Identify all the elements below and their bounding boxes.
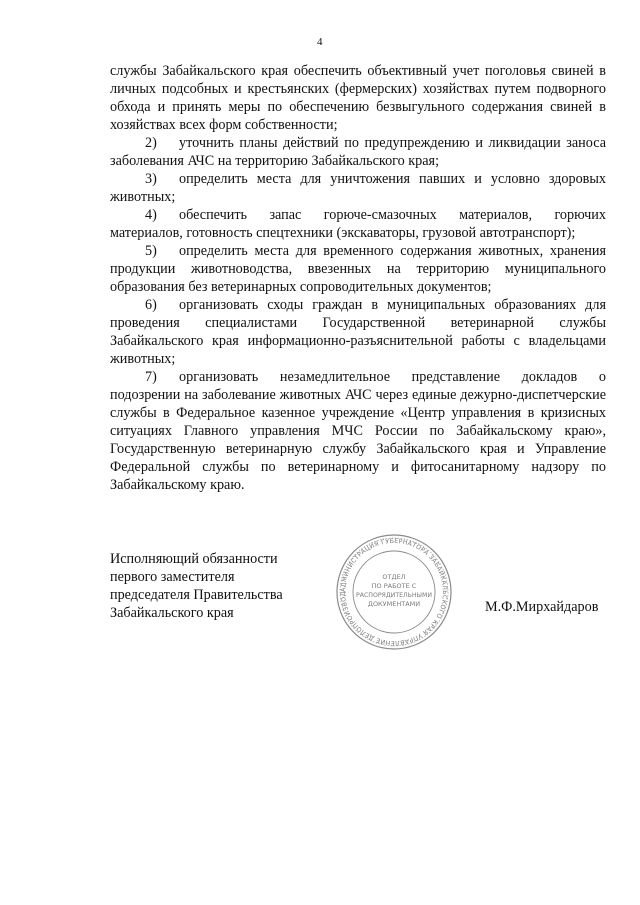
seal-graphic [334,532,454,652]
list-item-number: 3) [145,171,157,187]
list-item-number: 4) [145,207,157,223]
list-item-number: 5) [145,243,157,259]
lead-paragraph: службы Забайкальского края обеспечить объективный учет поголовья свиней в личных подсобных и крестьянских (фермерских) хозяйствах путем подворного обхода и принять меры по обеспечению безвыгульного содержания свиней в хозяйствах всех форм собственности; [110,63,606,133]
seal-inner-text: РАСПОРЯДИТЕЛЬНЫМИ [356,592,432,599]
list-item-text: обеспечить запас горюче-смазочных материалов, горючих материалов, готовность спецтехники (экскаваторы, грузовой автотранспорт); [110,207,606,241]
signatory-title-line: первого заместителя [110,569,235,585]
list-item [110,296,606,368]
seal-inner-text: ДОКУМЕНТАМИ [367,600,421,608]
list-item-text: организовать сходы граждан в муниципальных образованиях для проведения специалистами Государственной ветеринарной службы Забайкальского края информационно-разъяснительной работы с владельцами животных; [110,297,606,367]
list-item-number: 2) [145,135,157,151]
seal-inner-text: ОТДЕЛ [382,573,406,581]
signatory-name: М.Ф.Мирхайдаров [485,599,599,615]
list-item [110,134,606,170]
list-item-number: 6) [145,297,157,313]
list-item [110,368,606,494]
seal-outer-text: АДМИНИСТРАЦИЯ ГУБЕРНАТОРА ЗАБАЙКАЛЬСКОГО КРАЯ УПРАВЛЕНИЕ ДЕЛОПРОИЗВОД [339,537,449,647]
list-item [110,170,606,206]
signatory-title-line: председателя Правительства [110,587,283,603]
seal-inner-text: ПО РАБОТЕ С [371,582,417,590]
list-item-text: определить места для временного содержания животных, хранения продукции животноводства, ввезенных на территорию муниципального образования без ветеринарных сопроводительных документов; [110,243,606,295]
official-seal-stamp [334,532,454,652]
list-item [110,242,606,296]
list-item-number: 7) [145,369,157,385]
list-item-text: уточнить планы действий по предупреждению и ликвидации заноса заболевания АЧС на территорию Забайкальского края; [110,135,606,169]
list-item [110,206,606,242]
page-number: 4 [317,36,323,48]
list-item-text: организовать незамедлительное представление докладов о подозрении на заболевание животных АЧС через единые дежурно-диспетчерские службы в Федеральное казенное учреждение «Центр управления в кризисных ситуациях Главного управления МЧС России по Забайкальскому краю», Государственную ветеринарную службу Забайкальского края и Управление Федеральной службы по ветеринарному и фитосанитарному надзору по Забайкальскому краю. [110,369,606,493]
document-body [110,62,606,494]
signatory-title-line: Забайкальского края [110,605,234,621]
list-item-text: определить места для уничтожения павших и условно здоровых животных; [110,171,606,205]
signatory-title-line: Исполняющий обязанности [110,551,278,567]
